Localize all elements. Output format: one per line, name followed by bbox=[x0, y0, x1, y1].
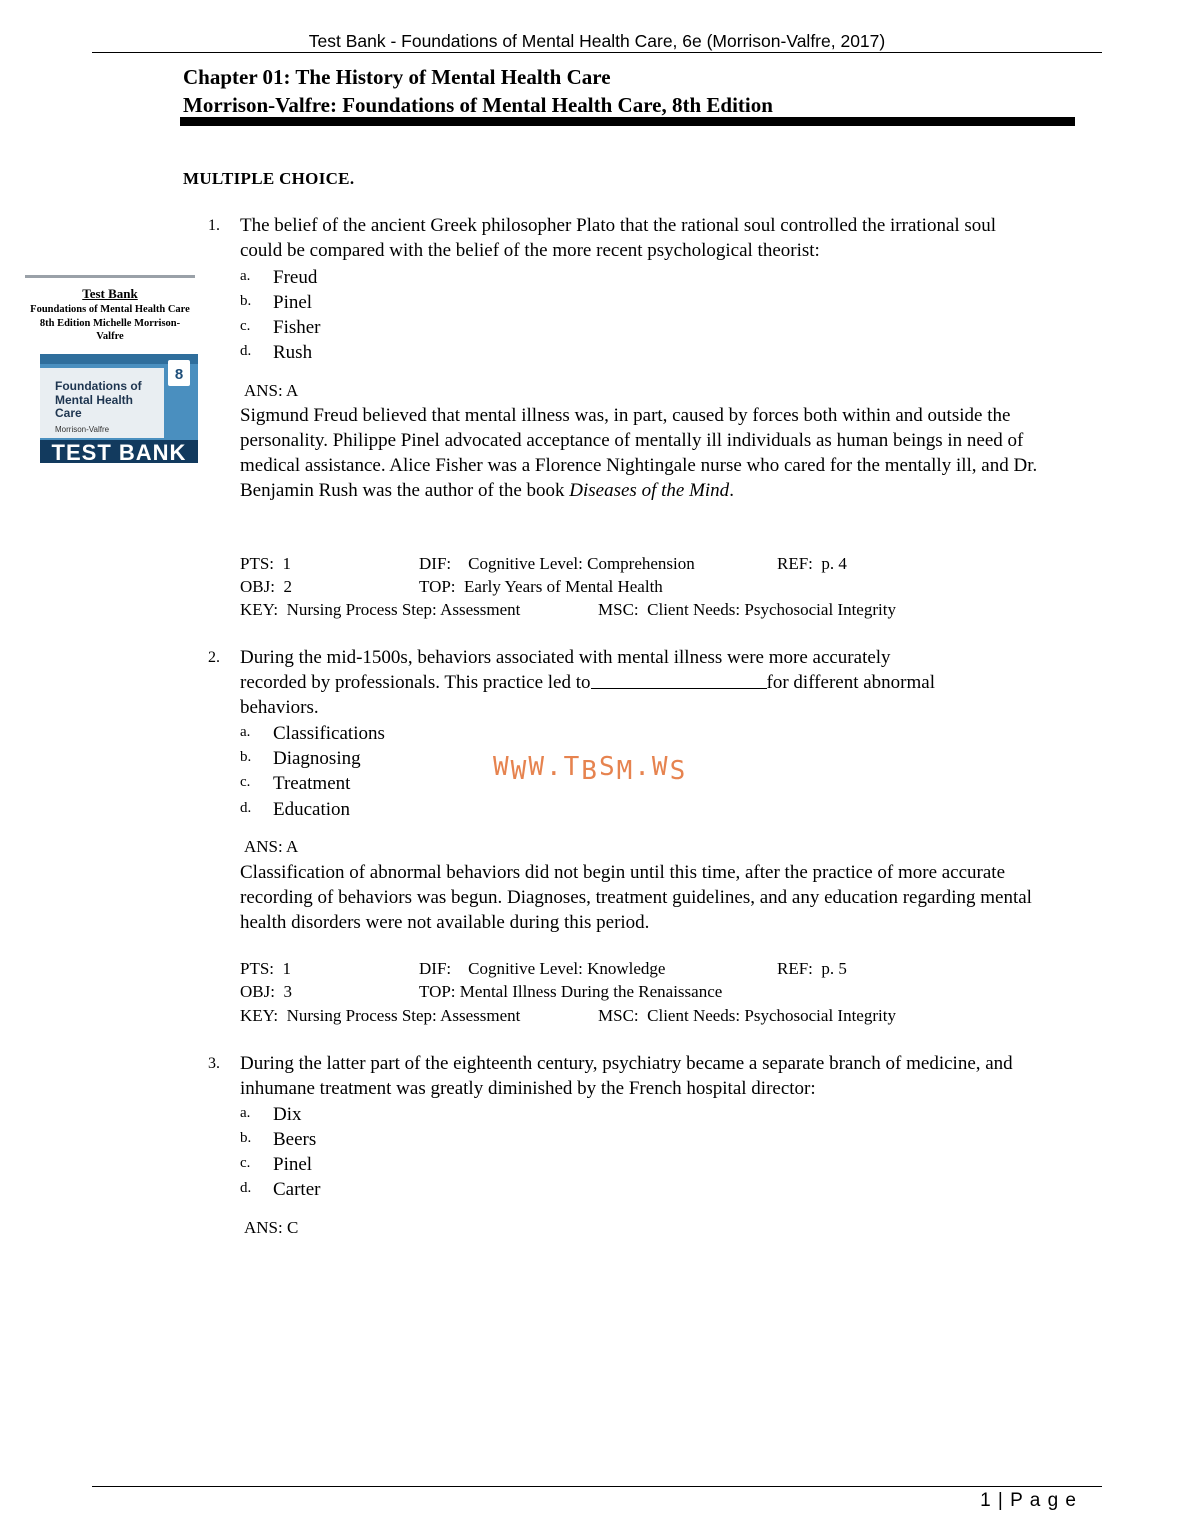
page-number: 1 | P a g e bbox=[980, 1490, 1077, 1511]
answer-option: c. Treatment bbox=[240, 773, 351, 794]
answer-option: d. Carter bbox=[240, 1179, 321, 1200]
chapter-title: Chapter 01: The History of Mental Health Care bbox=[183, 65, 611, 89]
rationale: Classification of abnormal behaviors did not begin until this time, after the practice of more accurate recording of behaviors was begun. Diagnoses, treatment guidelines, and any education regarding mental health disorders were not available during this period. bbox=[240, 862, 1032, 933]
question-stem: During the latter part of the eighteenth century, psychiatry became a separate branch of medicine, and inhumane treatment was greatly diminished by the French hospital director: bbox=[240, 1053, 1013, 1099]
meta-msc: MSC: Client Needs: Psychosocial Integrity bbox=[598, 600, 896, 619]
meta-dif: DIF: Cognitive Level: Comprehension bbox=[419, 554, 695, 573]
cover-subtitle: Foundations of Mental Health Care 8th Edition Michelle Morrison-Valfre bbox=[30, 304, 190, 342]
header-rule bbox=[92, 52, 1102, 53]
meta-key: KEY: Nursing Process Step: Assessment bbox=[240, 1006, 521, 1025]
answer-option: c. Pinel bbox=[240, 1154, 313, 1175]
meta-top: TOP: Mental Illness During the Renaissance bbox=[419, 982, 723, 1001]
cover-book-author: Morrison-Valfre bbox=[55, 425, 110, 434]
watermark-text: WWW.TBSM.WS bbox=[493, 752, 688, 786]
question-stem: The belief of the ancient Greek philosopher Plato that the rational soul controlled the irrational soul could be compared with the belief of the more recent psychological theorist: bbox=[240, 215, 997, 261]
cover-banner: TEST BANK bbox=[40, 440, 198, 463]
answer-option: d. Rush bbox=[240, 342, 313, 363]
meta-pts: PTS: 1 bbox=[240, 959, 292, 978]
answer-option: a. Dix bbox=[240, 1104, 302, 1125]
answer-option: b. Beers bbox=[240, 1129, 317, 1150]
answer-option: a. Freud bbox=[240, 267, 318, 288]
cover-book-title: Foundations of Mental Health Care bbox=[55, 379, 142, 420]
question-number: 3. bbox=[208, 1055, 220, 1072]
cover-book-art bbox=[40, 354, 198, 463]
cover-edition-badge: 8 bbox=[168, 360, 190, 386]
section-title: MULTIPLE CHOICE. bbox=[183, 169, 355, 188]
cover-caption-line bbox=[25, 275, 195, 278]
meta-ref: REF: p. 4 bbox=[777, 554, 847, 573]
answer-key: ANS: A bbox=[244, 381, 299, 400]
answer-option: a. Classifications bbox=[240, 723, 385, 744]
cover-heading: Test Bank bbox=[82, 286, 138, 301]
meta-ref: REF: p. 5 bbox=[777, 959, 847, 978]
meta-msc: MSC: Client Needs: Psychosocial Integrity bbox=[598, 1006, 896, 1025]
answer-key: ANS: A bbox=[244, 837, 299, 856]
answer-option: b. Diagnosing bbox=[240, 748, 361, 769]
question-number: 2. bbox=[208, 649, 220, 666]
answer-option: d. Education bbox=[240, 799, 351, 820]
question-stem: During the mid-1500s, behaviors associated with mental illness were more accurately recorded by professionals. This practice led to for different abnormal behaviors. bbox=[240, 647, 935, 718]
question-number: 1. bbox=[208, 217, 220, 234]
footer-rule bbox=[92, 1486, 1102, 1487]
answer-option: b. Pinel bbox=[240, 292, 313, 313]
meta-obj: OBJ: 2 bbox=[240, 577, 292, 596]
meta-obj: OBJ: 3 bbox=[240, 982, 292, 1001]
answer-key: ANS: C bbox=[244, 1218, 299, 1237]
title-rule bbox=[180, 117, 1075, 126]
meta-top: TOP: Early Years of Mental Health bbox=[419, 577, 663, 596]
book-cover-image bbox=[22, 272, 198, 463]
answer-option: c. Fisher bbox=[240, 317, 321, 338]
book-title: Morrison-Valfre: Foundations of Mental Health Care, 8th Edition bbox=[183, 93, 773, 117]
rationale: Sigmund Freud believed that mental illness was, in part, caused by forces both within and outside the personality. Philippe Pinel advocated acceptance of mentally ill individuals as human beings in need of medical assistance. Alice Fisher was a Florence Nightingale nurse who cared for the mentally ill, and Dr. Benjamin Rush was the author of the book Diseases of the Mind. bbox=[240, 405, 1038, 501]
running-header: Test Bank - Foundations of Mental Health Care, 6e (Morrison-Valfre, 2017) bbox=[308, 31, 886, 51]
meta-key: KEY: Nursing Process Step: Assessment bbox=[240, 600, 521, 619]
meta-dif: DIF: Cognitive Level: Knowledge bbox=[419, 959, 666, 978]
watermark bbox=[493, 752, 688, 786]
fill-in-blank bbox=[591, 671, 767, 689]
meta-pts: PTS: 1 bbox=[240, 554, 292, 573]
